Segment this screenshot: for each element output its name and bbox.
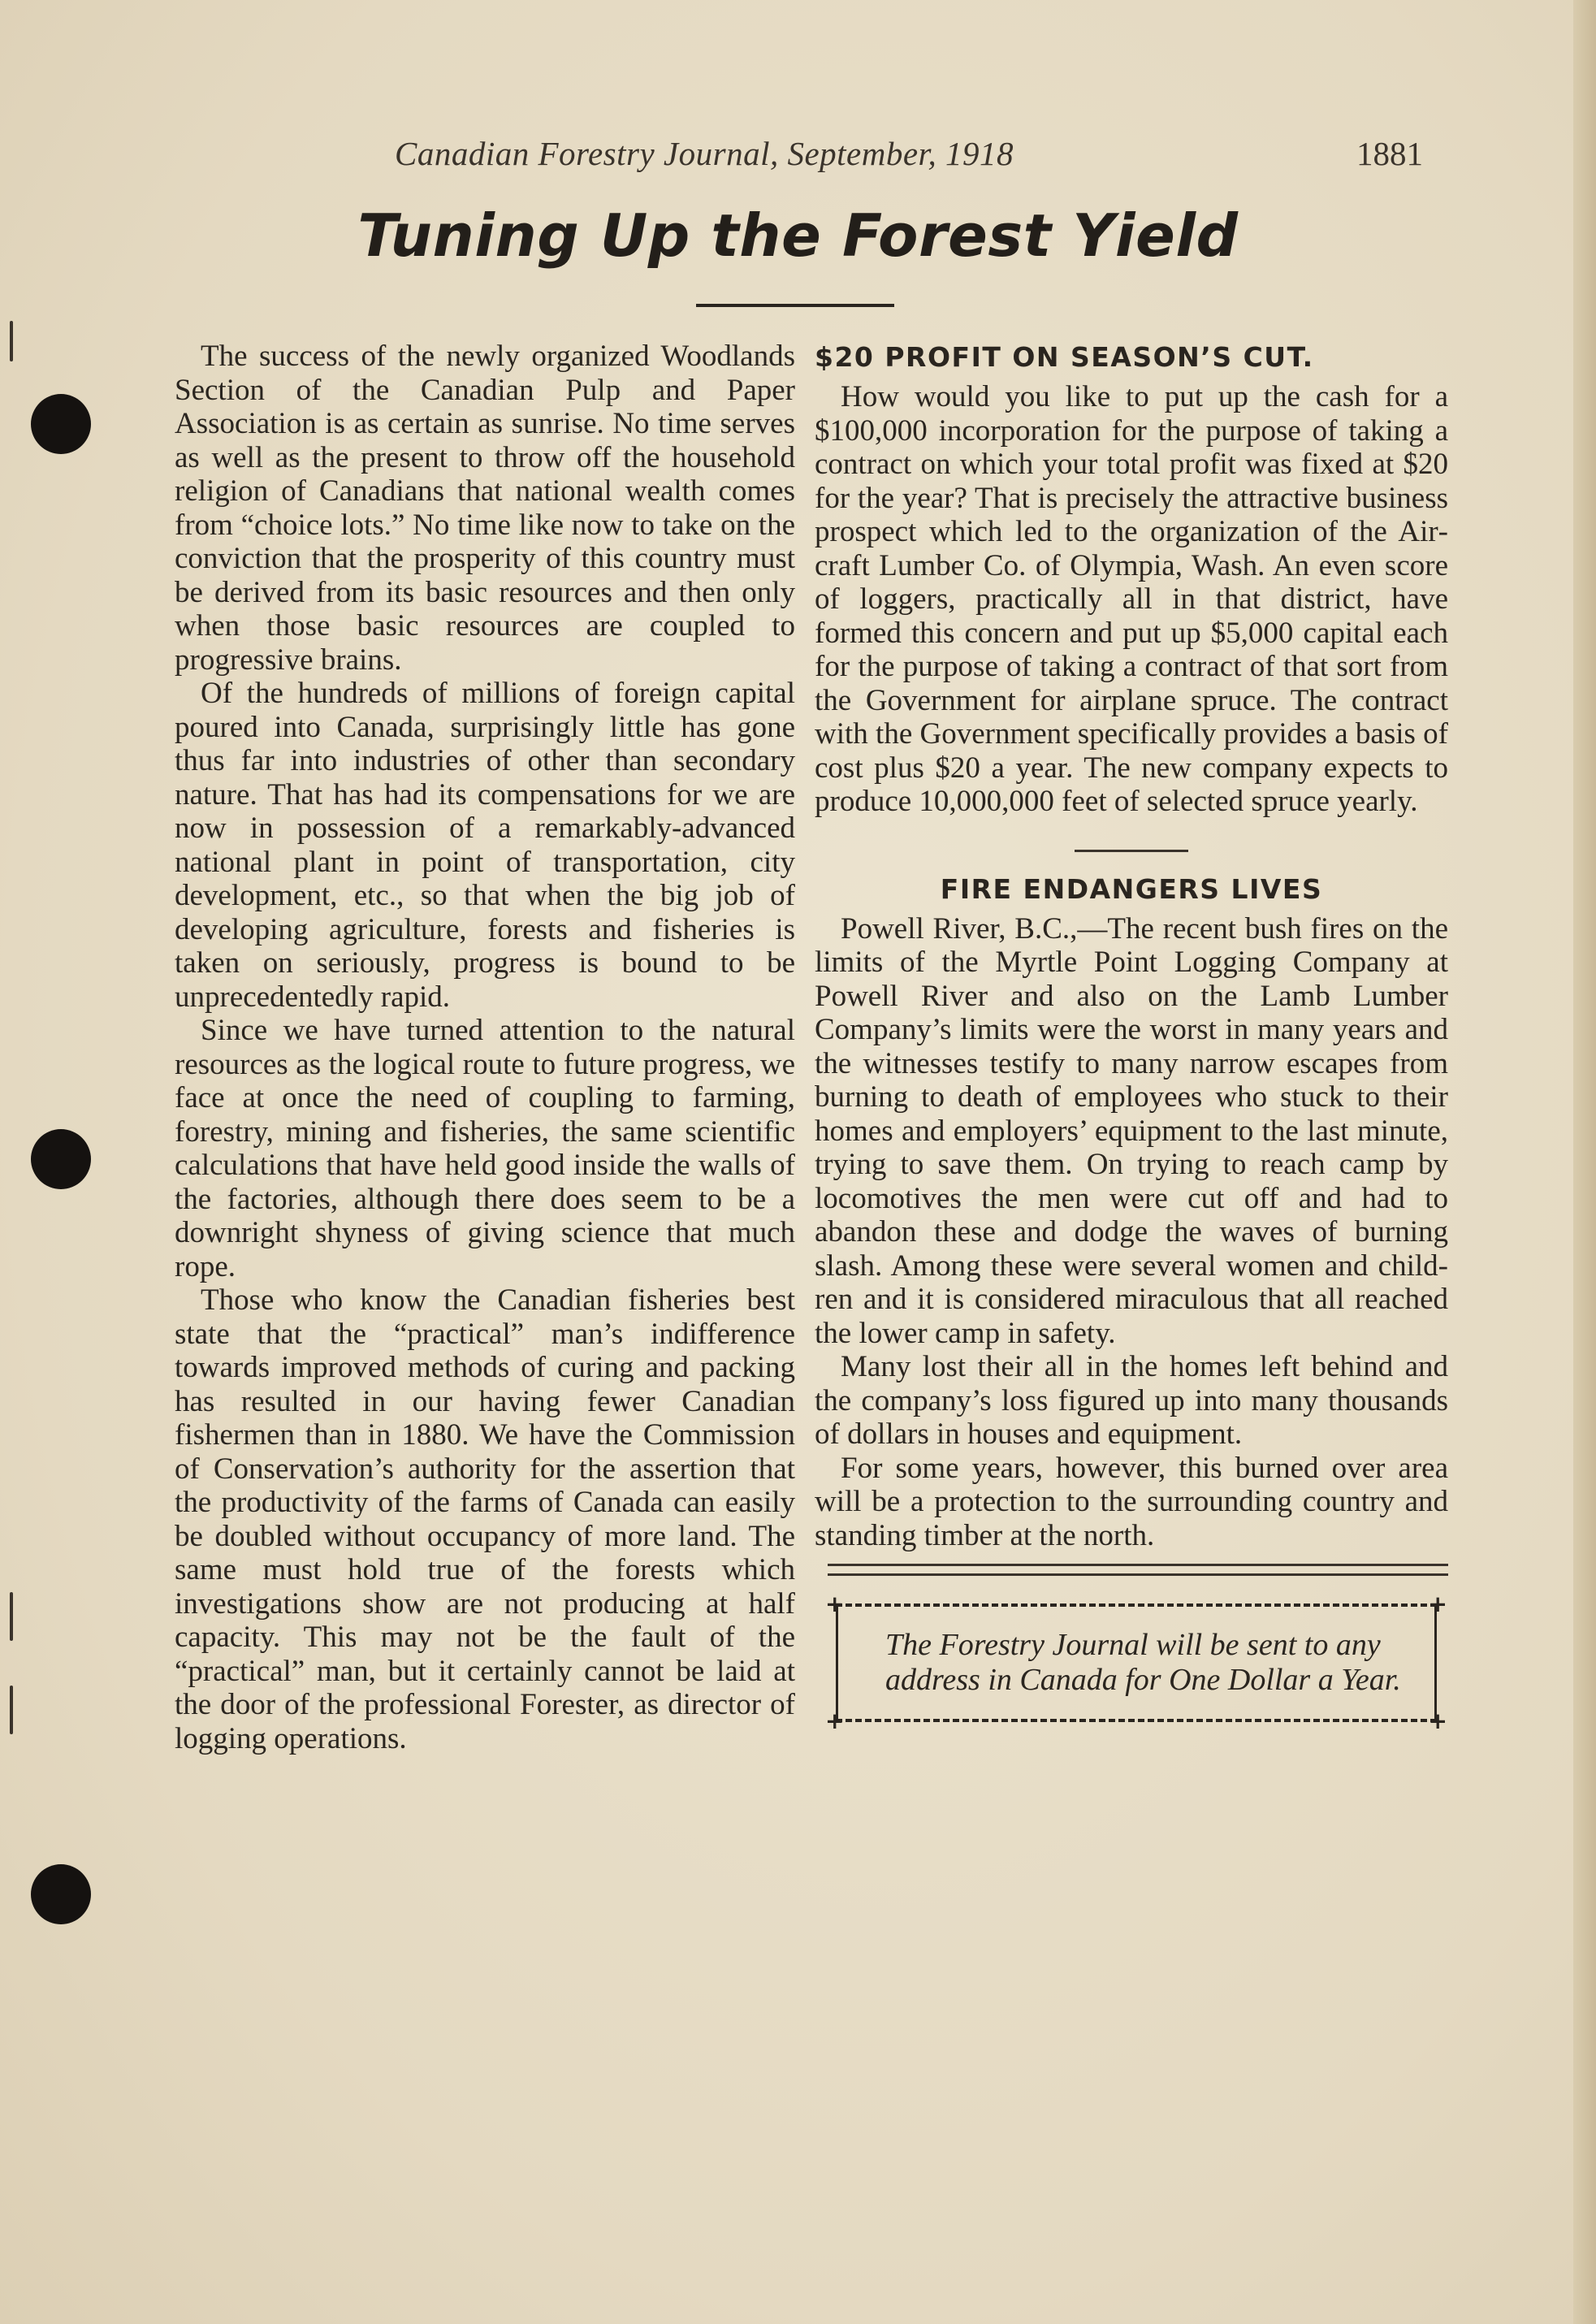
page-edge [1573,0,1596,2324]
margin-mark [10,1686,13,1734]
double-rule [828,1564,1448,1576]
fire-heading: FIRE ENDANGERS LIVES [940,872,1323,905]
left-column [175,340,795,1755]
article-paragraph: Those who know the Canadian fisheries best state that the “practical” man’s indifference towards improved methods of curing and packing has resulted in our having fewer Canadian fishermen than in 1880. We have the Commission of Conservation’s authority for the assertion that the productivity of the farms of Canada can easily be doubled without occupancy of more land. The same must hold true of the forests which investigations show are not producing at half capacity. This may not be the fault of the “practical” man, but it certainly cannot be laid at the door of the professional Forester, as director of logging operations. [175,1283,795,1755]
margin-mark [10,321,13,361]
binder-hole-top [31,394,91,454]
corner-ornament-icon: + [825,1707,845,1734]
profit-paragraph: How would you like to put up the cash for a $100,000 incorporation for the purpose of taking a contract on which your total profit was fixed at $20 for the year? That is precisely the attractive business prospect which led to the organization of the Aircraft Lumber Co. of Olympia, Wash. An even score of loggers, practically all in that district, have formed this concern and put up $5,000 capital each for the purpose of taking a contract of that sort from the Government for airplane spruce. The contract with the Government specifically provides a basis of cost plus $20 a year. The new company expects to produce 10,000,000 feet of selected spruce yearly. [815,380,1448,818]
article-paragraph: Since we have turned attention to the natural resources as the logical route to future progress, we face at once the need of coupling to farming, forestry, mining and fisheries, the same scientific calculations that have held good inside the walls of the factories, although there does seem to be a downright shyness of giving science that much rope. [175,1014,795,1283]
corner-ornament-icon: + [1428,1590,1447,1617]
corner-ornament-icon: + [825,1590,845,1617]
fire-paragraph: For some years, however, this burned over area will be a protection to the surrounding country and standing timber at the north. [815,1451,1448,1552]
title-rule [696,304,894,307]
binder-hole-middle [31,1129,91,1189]
right-column [815,340,1448,1734]
article-paragraph: Of the hundreds of millions of foreign capital poured into Canada, surprisingly little has gone thus far into industries of other than secondary nature. That has had its compensations for we are now in possession of a remarkably-advanced national plant in point of transportation, city development, etc., so that when the big job of developing agriculture, forests and fisheries is taken on seriously, progress is bound to be unprecedentedly rapid. [175,677,795,1014]
running-head: Canadian Forestry Journal, September, 1918 [395,135,1014,172]
article-title: Tuning Up the Forest Yield [357,201,1239,270]
article-paragraph: The success of the newly organized Woodlands Section of the Canadian Pulp and Paper Association is as certain as sunrise. No time serves as well as the present to throw off the household religion of Canadians that national wealth comes from “choice lots.” No time like now to take on the conviction that the prosperity of this country must be derived from its basic resources and then only when those basic resources are coupled to progressive brains. [175,340,795,677]
binder-hole-bottom [31,1864,91,1924]
margin-mark [10,1592,13,1641]
notice-text: The Forestry Journal will be sent to any address in Canada for One Dollar a Year. [885,1628,1401,1697]
section-divider [1075,850,1188,852]
corner-ornament-icon: + [1428,1707,1447,1734]
profit-heading: $20 PROFIT ON SEASON’S CUT. [815,341,1314,373]
page-number: 1881 [1356,135,1423,172]
fire-paragraph: Powell River, B.C.,—The recent bush fires on the limits of the Myrtle Point Logging Company at Powell River and also on the Lamb Lumber Company’s limits were the worst in many years and the witnesses testify to many narrow escapes from burning to death of employees who stuck to their homes and employers’ equipment to the last minute, trying to save them. On trying to reach camp by locomotives the men were cut off and had to abandon these and dodge the waves of burning slash. Among these were several women and children and it is considered miraculous that all reached the lower camp in safety. [815,911,1448,1350]
subscription-notice [825,1590,1447,1734]
fire-paragraph: Many lost their all in the homes left behind and the company’s loss figured up into many thousands of dollars in houses and equipment. [815,1350,1448,1451]
